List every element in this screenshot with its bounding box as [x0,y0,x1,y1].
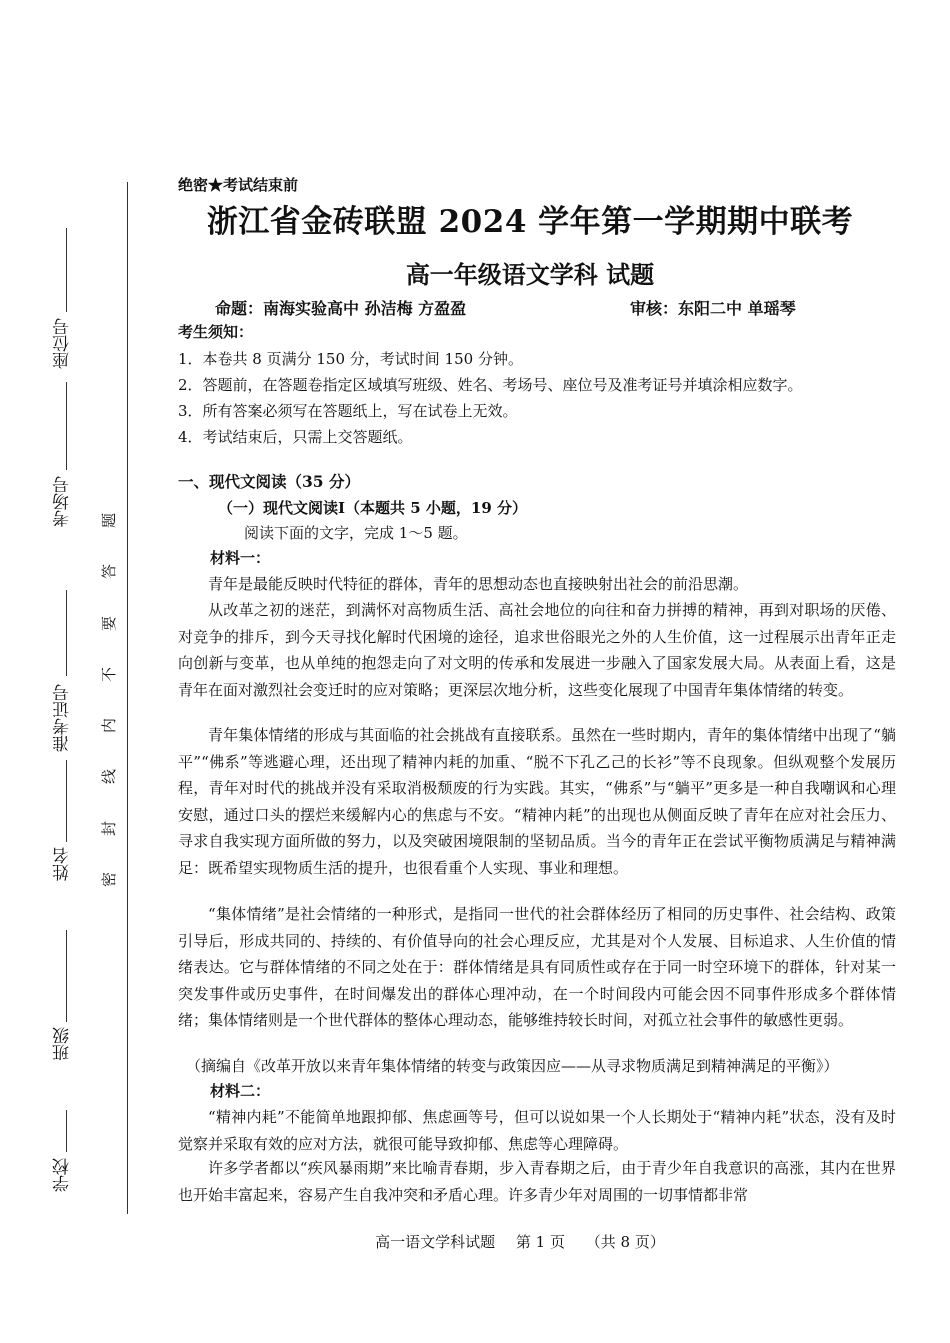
exam-title: 浙江省金砖联盟 2024 学年第一学期期中联考 [206,204,854,240]
reading-instruction: 阅读下面的文字，完成 1～5 题。 [244,524,468,542]
subsection-heading: （一）现代文阅读Ⅰ（本题共 5 小题，19 分） [218,499,527,517]
seal-char: 题 [100,512,119,529]
class-field-line [66,930,67,1022]
notice-list [178,346,803,450]
material-one-label: 材料一： [210,549,271,567]
paragraph: “集体情绪”是社会情绪的一种形式，是指同一世代的社会群体经历了相同的历史事件、社会结构、政策引导后，形成共同的、持续的、有价值导向的社会心理反应，尤其是对个人发展、目标追求、人生价值的情绪表达。它与群体情绪的不同之处在于：群体情绪是具有同质性或存在于同一时空环境下的群体，针对某一突发事件或历史事件，在时间爆发出的群体心理冲动，在一个时间段内可能会因不同事件形成多个群体情绪；集体情绪则是一个世代群体的整体心理动态，能够维持较长时间，对孤立社会事件的敏感性更弱。 [178,905,896,1030]
seal-line [127,182,128,1214]
notice-item: 1．本卷共 8 页满分 150 分，考试时间 150 分钟。 [178,350,523,368]
paragraph: 青年是最能反映时代特征的群体，青年的思想动态也直接映射出社会的前沿思潮。 [208,575,749,593]
room-field-line [66,382,67,470]
footer-total-pages: （共 8 页） [585,1233,665,1251]
exam-id-label: 准考证号 [53,684,73,752]
notice-item: 2．答题前，在答题卷指定区域填写班级、姓名、考场号、座位号及准考证号并填涂相应数字。 [178,376,803,394]
paragraph: 许多学者都以“疾风暴雨期”来比喻青春期，步入青春期之后，由于青少年自我意识的高涨，其内在世界也开始丰富起来，容易产生自我冲突和矛盾心理。许多青少年对周围的一切事情都非常 [178,1159,896,1204]
footer-page-number: 第 1 页 [515,1233,565,1251]
section-heading: 一、现代文阅读（35 分） [178,472,360,491]
page-footer [130,1231,910,1252]
paragraph: 青年集体情绪的形成与其面临的社会挑战有直接联系。虽然在一些时期内，青年的集体情绪中出现了“躺平”“佛系”等逃避心理，还出现了精神内耗的加重、“脱不下孔乙己的长衫”等不良现象。但纵观整个发展历程，青年对时代的挑战并没有采取消极颓废的行为实践。其实，“佛系”与“躺平”更多是一种自我嘲讽和心理安慰，通过口头的摆烂来缓解内心的焦虑与不安。“精神内耗”的出现也从侧面反映了青年在应对社会压力、寻求自我实现方面所做的努力，以及突破困境限制的坚韧品质。当今的青年正在尝试平衡物质满足与精神满足：既希望实现物质生活的提升，也很看重个人实现、事业和理想。 [178,726,896,877]
secret-mark: 绝密★考试结束前 [178,176,299,194]
class-label: 班级 [53,1027,73,1061]
paragraph: “精神内耗”不能简单地跟抑郁、焦虑画等号，但可以说如果一个人长期处于“精神内耗”状态，没有及时觉察并采取有效的应对方法，就很可能导致抑郁、焦虑等心理障碍。 [178,1108,896,1153]
seal-char: 封 [100,820,119,836]
seal-text [96,510,122,890]
seal-char: 内 [100,718,119,734]
source-citation: （摘编自《改革开放以来青年集体情绪的转变与政策因应——从寻求物质满足到精神满足的平衡》） [186,1057,839,1075]
exam-subtitle: 高一年级语文学科 试题 [405,260,655,289]
exam-id-field-line [66,590,67,676]
room-label: 考场号 [53,476,73,528]
notice-title: 考生须知： [178,323,254,341]
school-label: 学校 [53,1158,73,1192]
school-field-line [66,1110,67,1152]
paragraph: 从改革之初的迷茫，到满怀对高物质生活、高社会地位的向往和奋力拼搏的精神，再到对职场的厌倦、对竞争的排斥，到今天寻找化解时代困境的途径，追求世俗眼光之外的人生价值，这一过程展示出青年正走向创新与变革，也从单纯的抱怨走向了对文明的传承和发展进一步融入了国家发展大局。从表面上看，这是青年在面对激烈社会变迁时的应对策略；更深层次地分析，这些变化展现了中国青年集体情绪的转变。 [178,601,896,699]
name-field-line [66,760,67,842]
seal-char: 答 [100,564,119,580]
footer-subject: 高一语文学科试题 [375,1233,496,1251]
seal-char: 密 [100,871,119,887]
name-label: 姓名 [53,847,73,881]
seal-char: 线 [100,769,119,785]
exam-reviewer: 审核：东阳二中 单瑶琴 [630,299,796,318]
material-two-label: 材料二： [210,1082,271,1100]
seat-label: 座位号 [53,318,73,370]
seal-char: 要 [100,615,119,631]
seal-char: 不 [100,666,119,682]
notice-item: 4．考试结束后，只需上交答题纸。 [178,428,413,446]
seat-field-line [66,228,67,312]
exam-authors: 命题：南海实验高中 孙洁梅 方盈盈 [215,299,467,318]
notice-item: 3．所有答案必须写在答题纸上，写在试卷上无效。 [178,402,518,420]
